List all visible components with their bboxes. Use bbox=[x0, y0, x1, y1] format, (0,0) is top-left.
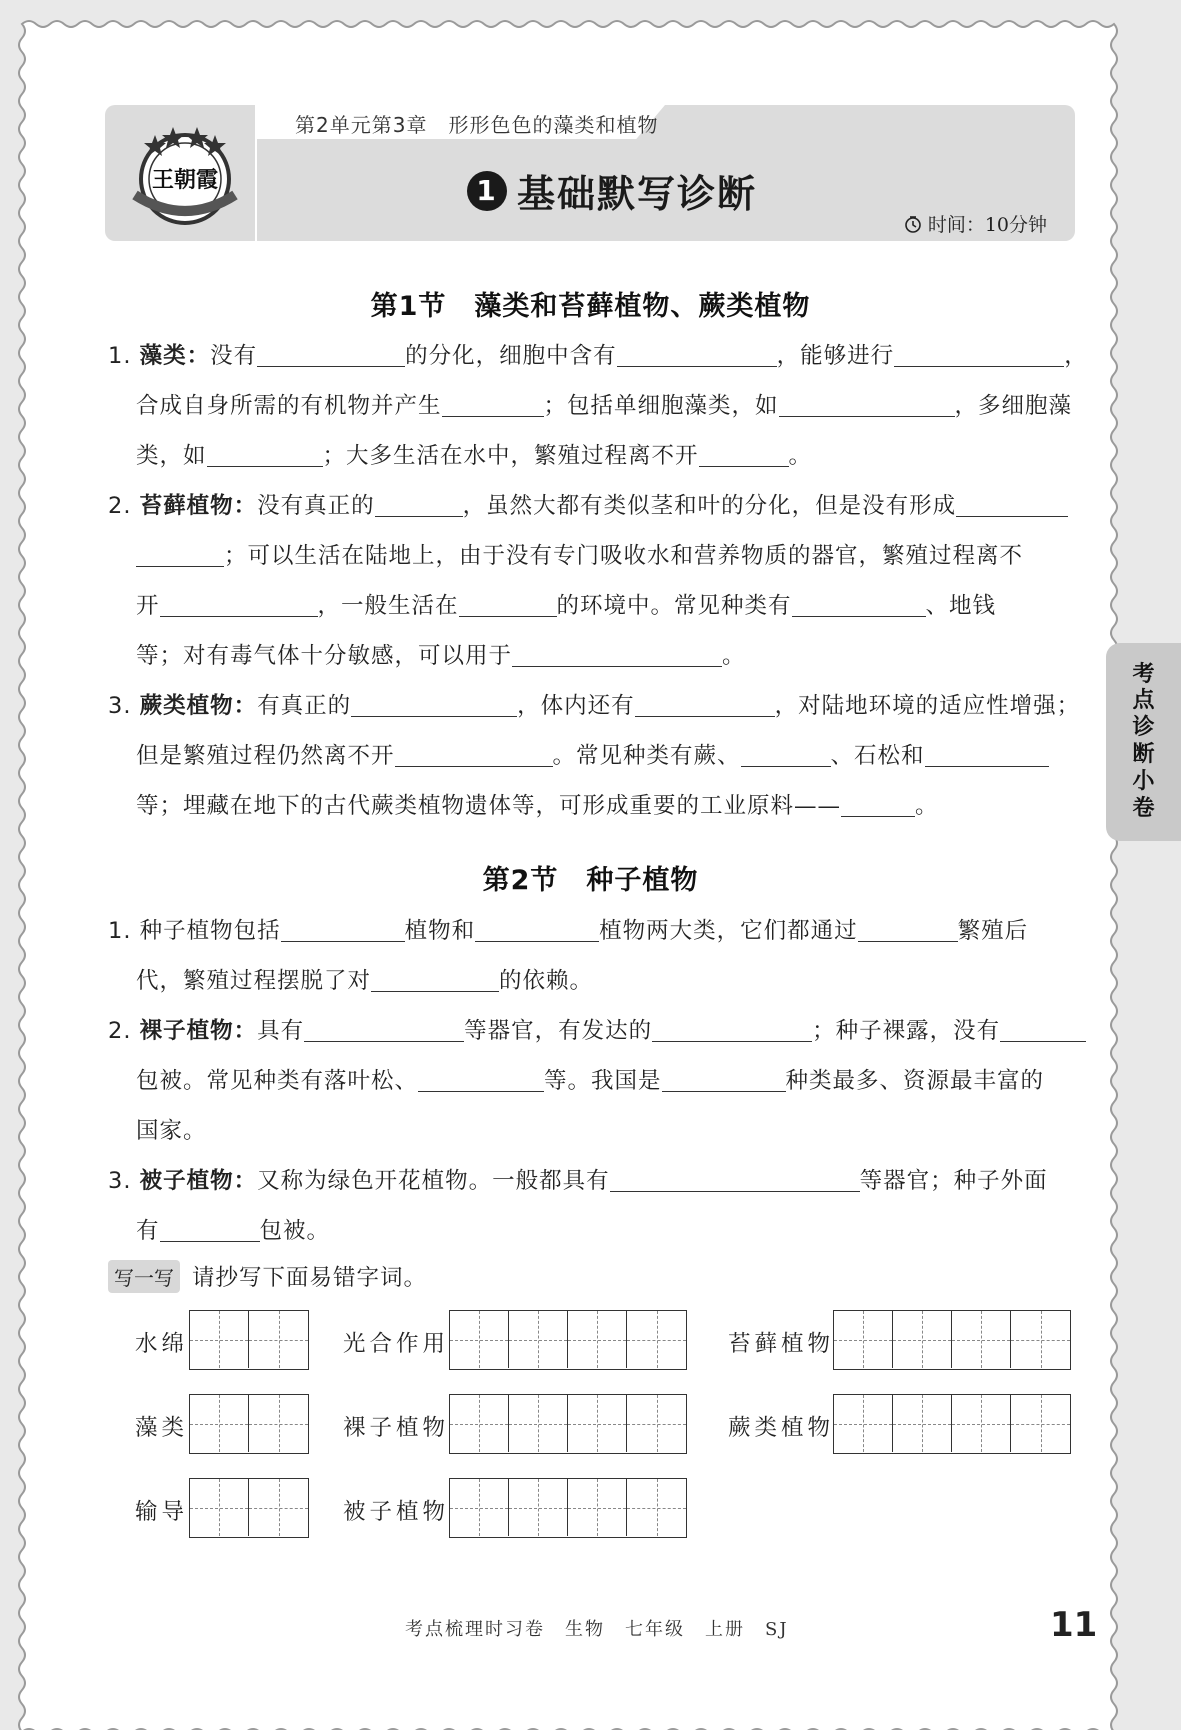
s1-q2-line4: 等；对有毒气体十分敏感，可以用于 。 bbox=[136, 643, 746, 669]
s2-q1-line1: 1. 种子植物包括 植物和 植物两大类，它们都通过 繁殖后 bbox=[108, 918, 1029, 944]
s2-q2-line2: 包被。常见种类有落叶松、 等。我国是 种类最多、资源最丰富的 bbox=[136, 1068, 1045, 1094]
s1-q1-line1: 1. 藻类：没有 的分化，细胞中含有 ，能够进行 ， bbox=[108, 343, 1088, 369]
side-tab: 考 点 诊 断 小 卷 bbox=[1106, 643, 1181, 841]
s2-q1-line2: 代，繁殖过程摆脱了对 的依赖。 bbox=[136, 968, 594, 994]
footer-text: 考点梳理时习卷 生物 七年级 上册 SJ bbox=[405, 1619, 789, 1640]
s1-q3-line1: 3. 蕨类植物：有真正的 ，体内还有 ，对陆地环境的适应性增强； bbox=[108, 693, 1081, 719]
word-label: 蕨类植物 bbox=[728, 1415, 835, 1441]
word-label: 被子植物 bbox=[343, 1499, 450, 1525]
s1-q3-line2: 但是繁殖过程仍然离不开 。常见种类有蕨、 、石松和 bbox=[136, 738, 1049, 770]
word-label: 输导 bbox=[135, 1499, 189, 1525]
s2-q3-line2: 有 包被。 bbox=[136, 1218, 331, 1244]
clock-icon bbox=[904, 215, 922, 233]
writing-grid[interactable] bbox=[189, 1310, 309, 1370]
write-section-label: 写一写 bbox=[108, 1260, 180, 1293]
writing-grid[interactable] bbox=[189, 1478, 309, 1538]
s1-q1-line3: 类，如 ；大多生活在水中，繁殖过程离不开 。 bbox=[136, 443, 813, 469]
page-title bbox=[467, 163, 757, 218]
logo-text: 王朝霞 bbox=[151, 167, 219, 193]
writing-grid[interactable] bbox=[449, 1394, 687, 1454]
writing-grid[interactable] bbox=[449, 1478, 687, 1538]
section-1-title: 第1节 藻类和苔藓植物、蕨类植物 bbox=[370, 291, 811, 322]
s2-q3-line1: 3. 被子植物：又称为绿色开花植物。一般都具有 等器官；种子外面 bbox=[108, 1168, 1048, 1194]
word-label: 水绵 bbox=[135, 1331, 189, 1357]
word-label: 光合作用 bbox=[343, 1331, 450, 1357]
writing-grid[interactable] bbox=[833, 1394, 1071, 1454]
s2-q2-line3: 国家。 bbox=[136, 1118, 207, 1144]
writing-grid[interactable] bbox=[833, 1310, 1071, 1370]
section-2-title: 第2节 种子植物 bbox=[482, 865, 699, 896]
s2-q2-line1: 2. 裸子植物：具有 等器官，有发达的 ；种子裸露，没有 bbox=[108, 1013, 1086, 1045]
page-number: 11 bbox=[1050, 1605, 1098, 1645]
header-banner bbox=[105, 105, 1075, 241]
word-label: 苔藓植物 bbox=[728, 1331, 835, 1357]
time-label bbox=[904, 210, 1047, 237]
logo-divider bbox=[255, 105, 257, 241]
chapter-subtitle: 第2单元第3章 形形色色的藻类和植物 bbox=[295, 113, 659, 137]
writing-grid[interactable] bbox=[449, 1310, 687, 1370]
s1-q2-line3: 开 ，一般生活在 的环境中。常见种类有 、地钱 bbox=[136, 593, 997, 619]
title-text: 基础默写诊断 bbox=[517, 172, 758, 216]
s1-q2-line1: 2. 苔藓植物：没有真正的 ，虽然大都有类似茎和叶的分化，但是没有形成 bbox=[108, 488, 1068, 520]
word-label: 裸子植物 bbox=[343, 1415, 450, 1441]
writing-grid[interactable] bbox=[189, 1394, 309, 1454]
write-instruction: 请抄写下面易错字词。 bbox=[192, 1265, 428, 1291]
word-label: 藻类 bbox=[135, 1415, 189, 1441]
s1-q1-line2: 合成自身所需的有机物并产生 ；包括单细胞藻类，如 ，多细胞藻 bbox=[136, 393, 1073, 419]
time-text: 时间：10分钟 bbox=[927, 214, 1047, 236]
s1-q3-line3: 等；埋藏在地下的古代蕨类植物遗体等，可形成重要的工业原料—— 。 bbox=[136, 793, 939, 819]
s1-q2-line2: ；可以生活在陆地上，由于没有专门吸收水和营养物质的器官，繁殖过程离不 bbox=[136, 538, 1023, 570]
publisher-logo bbox=[125, 117, 245, 229]
title-number-badge: 1 bbox=[467, 171, 507, 211]
